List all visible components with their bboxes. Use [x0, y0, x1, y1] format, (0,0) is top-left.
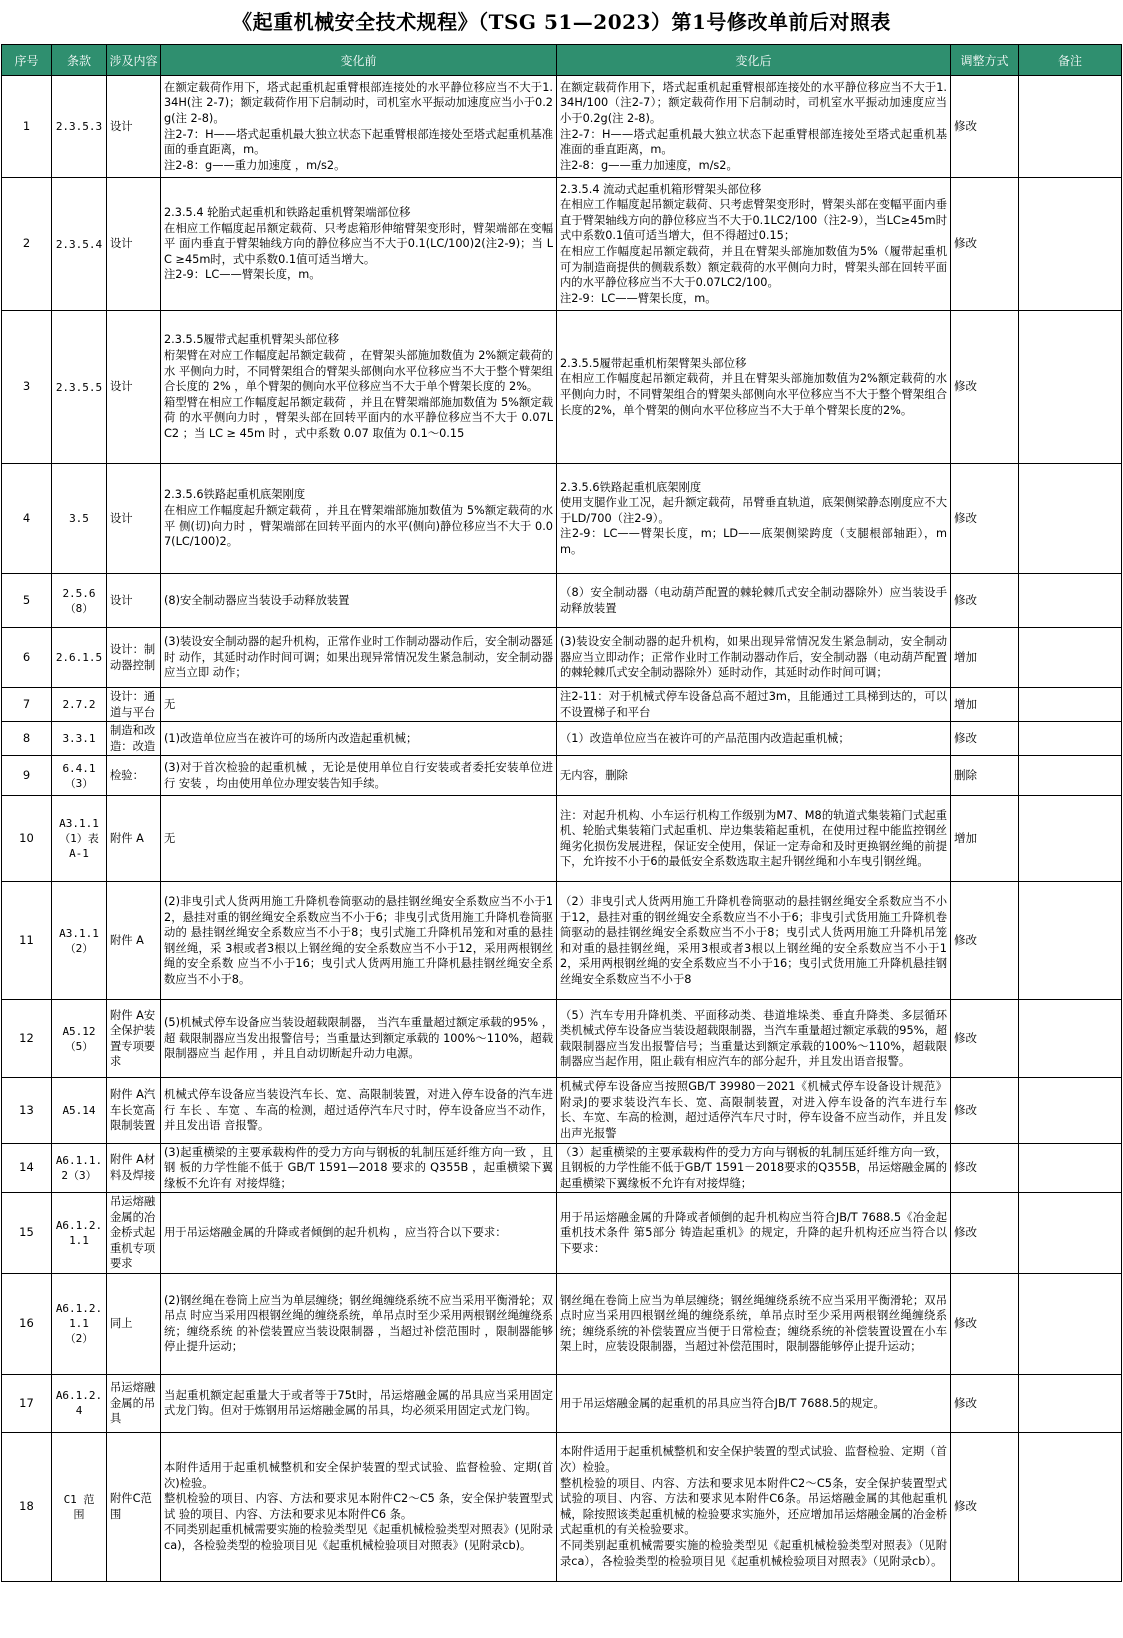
table-row — [2, 1273, 1122, 1374]
row-after: (3)装设安全制动器的起升机构，如果出现异常情况发生紧急制动，安全制动器应当立即动作；正常作业时工作制动器动作后，安全制动器（电动葫芦配置的棘轮棘爪式安全制动器除外）延时动作，其延时动作时间可调； — [557, 628, 951, 688]
row-number: 4 — [2, 464, 52, 574]
table-row — [2, 756, 1122, 796]
row-adjustment: 修改 — [951, 722, 1019, 756]
row-clause: A5.12 （5） — [52, 1000, 107, 1078]
row-number: 18 — [2, 1432, 52, 1581]
row-number: 15 — [2, 1193, 52, 1274]
row-topic: 同上 — [107, 1273, 161, 1374]
row-note — [1019, 76, 1122, 178]
table-row — [2, 722, 1122, 756]
row-after: 在额定载荷作用下，塔式起重机起重臂根部连接处的水平静位移应当不大于1.34H/100（注2-7）；额定载荷作用下启制动时，司机室水平振动加速度应当小于0.2g(注 2-8)。 注2-7：H——塔式起重机最大独立状态下起重臂根部连接处至塔式起重机基准面的垂直距离，m。 注2-8：g——重力加速度，m/s2。 — [557, 76, 951, 178]
row-before: 2.3.5.5履带式起重机臂架头部位移 桁架臂在对应工作幅度起吊额定载荷 ，在臂架头部施加数值为 2%额定载荷的水 平侧向力时，不同臂架组合的臂架头部侧向水平位移应当不大于整个臂架组合长度的 2% ，单个臂架的侧向水平位移应当不大于单个臂架长度的 2%。 箱型臂在相应工作幅度起吊额定载荷 ，并且在臂架端部施加数值为 5%额定载荷 的水平侧向力时 ，臂架头部在回转平面内的水平静位移应当不大于 0.07LC2 ；当 LC ≥ 45m 时 ，式中系数 0.07 取值为 0.1～0.15 — [161, 311, 557, 464]
row-before: 在额定载荷作用下，塔式起重机起重臂根部连接处的水平静位移应当不大于1.34H(注 2-7)；额定载荷作用下启制动时，司机室水平振动加速度应当小于0.2g(注 2-8)。 注2-7：H——塔式起重机最大独立状态下起重臂根部连接处至塔式起重机基准面的垂直距离，m。 注2-8：g——重力加速度 ，m/s2。 — [161, 76, 557, 178]
row-adjustment: 修改 — [951, 1143, 1019, 1193]
row-before: (3)装设安全制动器的起升机构，正常作业时工作制动器动作后，安全制动器延时 动作，其延时动作时间可调；如果出现异常情况发生紧急制动，安全制动器应当立即 动作； — [161, 628, 557, 688]
row-number: 17 — [2, 1374, 52, 1432]
row-topic: 附件 A汽车长宽高限制装置 — [107, 1078, 161, 1143]
row-before: (5)机械式停车设备应当装设超载限制器， 当汽车重量超过额定承载的95% ，超 载限制器应当发出报警信号；当重量达到额定承载的 100%～110%，超载限制器应当 起作用 ，并且自动切断起升动力电源。 — [161, 1000, 557, 1078]
row-note — [1019, 1193, 1122, 1274]
row-adjustment: 修改 — [951, 178, 1019, 311]
row-after: （5）汽车专用升降机类、平面移动类、巷道堆垛类、垂直升降类、多层循环类机械式停车设备应当装设超载限制器，当汽车重量超过额定承载的95%，超载限制器应当发出报警信号；当重量达到额定承载的100%～110%，超载限制器应当起作用，阻止载有相应汽车的部分起升，并且发出语音报警。 — [557, 1000, 951, 1078]
row-number: 11 — [2, 882, 52, 1000]
row-topic: 附件 A — [107, 882, 161, 1000]
row-note — [1019, 628, 1122, 688]
row-after: 机械式停车设备应当按照GB/T 39980－2021《机械式停车设备设计规范》附录J的要求装设汽车长、宽、高限制装置，对进入停车设备的汽车进行车长、车宽、车高的检测，超过适停汽车尺寸时，停车设备不应当动作，并且发出声光报警 — [557, 1078, 951, 1143]
row-clause: 6.4.1 （3） — [52, 756, 107, 796]
row-note — [1019, 1273, 1122, 1374]
row-topic: 设计 — [107, 76, 161, 178]
row-note — [1019, 1374, 1122, 1432]
header-adjustment: 调整方式 — [951, 45, 1019, 76]
row-before: 无 — [161, 688, 557, 722]
row-before: 2.3.5.4 轮胎式起重机和铁路起重机臂架端部位移 在相应工作幅度起吊额定载荷、只考虑箱形伸缩臂架变形时，臂架端部在变幅平 面内垂直于臂架轴线方向的静位移应当不大于0.1(LC/100)2(注2-9)；当 LC ≥45m时，式中系数0.1值可适当增大。 注2-9：LC——臂架长度，m。 — [161, 178, 557, 311]
row-clause: A6.1.2. 1.1 （2） — [52, 1273, 107, 1374]
row-adjustment: 修改 — [951, 464, 1019, 574]
row-adjustment: 修改 — [951, 1193, 1019, 1274]
row-adjustment: 修改 — [951, 76, 1019, 178]
row-clause: 2.6.1.5 — [52, 628, 107, 688]
table-row — [2, 882, 1122, 1000]
row-after: 注：对起升机构、小车运行机构工作级别为M7、M8的轨道式集装箱门式起重机、轮胎式集装箱门式起重机、岸边集装箱起重机，在使用过程中能监控钢丝绳劣化损伤发展进程，保证安全使用，保证一定寿命和及时更换钢丝绳的前提下，允许按不小于6的最低安全系数选取主起升钢丝绳和小车曳引钢丝绳。 — [557, 796, 951, 882]
row-note — [1019, 796, 1122, 882]
row-note — [1019, 464, 1122, 574]
row-clause: C1 范 围 — [52, 1432, 107, 1581]
row-note — [1019, 1432, 1122, 1581]
row-note — [1019, 882, 1122, 1000]
header-topic: 涉及内容 — [107, 45, 161, 76]
row-number: 1 — [2, 76, 52, 178]
row-number: 8 — [2, 722, 52, 756]
table-row — [2, 76, 1122, 178]
comparison-table — [1, 44, 1122, 1582]
row-topic: 附件 A安全保护装置专项要求 — [107, 1000, 161, 1078]
row-clause: 3.5 — [52, 464, 107, 574]
row-clause: A5.14 — [52, 1078, 107, 1143]
row-before: 机械式停车设备应当装设汽车长、宽、高限制装置，对进入停车设备的汽车进行 车长 、车宽 、车高的检测，超过适停汽车尺寸时，停车设备应当不动作，并且发出语 音报警。 — [161, 1078, 557, 1143]
table-row — [2, 464, 1122, 574]
row-before: (3)对于首次检验的起重机械 ，无论是使用单位自行安装或者委托安装单位进行 安装 ，均由使用单位办理安装告知手续。 — [161, 756, 557, 796]
row-after: 2.3.5.4 流动式起重机箱形臂架头部位移 在相应工作幅度起吊额定载荷、只考虑臂架变形时，臂架头部在变幅平面内垂直于臂架轴线方向的静位移应当不大于0.1LC2/100（注2-9），当LC≥45m时式中系数0.1值可适当增大，但不得超过0.15； 在相应工作幅度起吊额定载荷，并且在臂架头部施加数值为5%（履带起重机可为制造商提供的侧载系数）额定载荷的水平侧向力时，臂架头部在回转平面内的水平静位移应当不大于0.07LC2/100。 注2-9：LC——臂架长度，m。 — [557, 178, 951, 311]
row-topic: 制造和改造：改造 — [107, 722, 161, 756]
row-after: （2）非曳引式人货两用施工升降机卷筒驱动的悬挂钢丝绳安全系数应当不小于12，悬挂对重的钢丝绳安全系数应当不小于6；非曳引式货用施工升降机卷筒驱动的悬挂钢丝绳安全系数应当不小于8；曳引式人货两用施工升降机吊笼和对重的悬挂钢丝绳，采用3根或者3根以上钢丝绳的安全系数应当不小于12，采用两根钢丝绳的安全系数应当不小于16；曳引式货用施工升降机悬挂钢丝绳安全系数应当不小于8 — [557, 882, 951, 1000]
document-title: 《起重机械安全技术规程》（TSG 51—2023）第1号修改单前后对照表 — [232, 10, 891, 34]
row-number: 13 — [2, 1078, 52, 1143]
row-topic: 设计：通道与平台 — [107, 688, 161, 722]
row-number: 10 — [2, 796, 52, 882]
header-clause: 条款 — [52, 45, 107, 76]
row-adjustment: 修改 — [951, 574, 1019, 628]
row-adjustment: 修改 — [951, 1374, 1019, 1432]
row-adjustment: 增加 — [951, 628, 1019, 688]
row-before: (2)钢丝绳在卷筒上应当为单层缠绕；钢丝绳缠绕系统不应当采用平衡滑轮；双吊点 时应当采用四根钢丝绳的缠绕系统，单吊点时至少采用两根钢丝绳缠绕系统；缠绕系统 的补偿装置应当装设限制器 ，当超过补偿范围时 ，限制器能够停止提升运动； — [161, 1273, 557, 1374]
row-before: (1)改造单位应当在被许可的场所内改造起重机械； — [161, 722, 557, 756]
row-after: 用于吊运熔融金属的升降或者倾倒的起升机构应当符合JB/T 7688.5《冶金起重机技术条件 第5部分 铸造起重机》的规定，升降的起升机构还应当符合以下要求： — [557, 1193, 951, 1274]
table-row — [2, 796, 1122, 882]
row-topic: 附件 A材料及焊接 — [107, 1143, 161, 1193]
row-adjustment: 修改 — [951, 1273, 1019, 1374]
table-row — [2, 1193, 1122, 1274]
row-after: 注2-11：对于机械式停车设备总高不超过3m，且能通过工具梯到达的，可以不设置梯子和平台 — [557, 688, 951, 722]
row-before: 2.3.5.6铁路起重机底架刚度 在相应工作幅度起升额定载荷 ，并且在臂架端部施加数值为 5%额定载荷的水平 侧(切)向力时 ，臂架端部在回转平面内的水平(侧向)静位移应当不大于 0.07(LC/100)2。 — [161, 464, 557, 574]
row-topic: 吊运熔融金属的吊具 — [107, 1374, 161, 1432]
row-note — [1019, 311, 1122, 464]
row-before: (2)非曳引式人货两用施工升降机卷筒驱动的悬挂钢丝绳安全系数应当不小于12，悬挂对重的钢丝绳安全系数应当不小于6；非曳引式货用施工升降机卷筒驱动的 悬挂钢丝绳安全系数应当不小于8；曳引式施工升降机吊笼和对重的悬挂钢丝绳，采 3根或者3根以上钢丝绳的安全系数应当不小于12，采用两根钢丝绳的安全系数 应当不小于16；曳引式人货两用施工升降机悬挂钢丝绳安全系数应当不小于8。 — [161, 882, 557, 1000]
header-no: 序号 — [2, 45, 52, 76]
row-number: 7 — [2, 688, 52, 722]
row-after: （1）改造单位应当在被许可的产品范围内改造起重机械； — [557, 722, 951, 756]
row-number: 5 — [2, 574, 52, 628]
row-clause: 2.3.5.3 — [52, 76, 107, 178]
row-note — [1019, 1143, 1122, 1193]
row-topic: 设计 — [107, 178, 161, 311]
row-before: 无 — [161, 796, 557, 882]
table-row — [2, 628, 1122, 688]
row-topic: 设计 — [107, 311, 161, 464]
row-note — [1019, 722, 1122, 756]
table-row — [2, 178, 1122, 311]
row-adjustment: 修改 — [951, 311, 1019, 464]
row-before: (3)起重横梁的主要承载构件的受力方向与钢板的轧制压延纤维方向一致 ，且钢 板的力学性能不低于 GB/T 1591—2018 要求的 Q355B ，起重横梁下翼缘板不允许有 对接焊缝； — [161, 1143, 557, 1193]
table-row — [2, 311, 1122, 464]
header-note: 备注 — [1019, 45, 1122, 76]
row-before: 本附件适用于起重机械整机和安全保护装置的型式试验、监督检验、定期(首次)检验。 整机检验的项目、内容、方法和要求见本附件C2～C5 条，安全保护装置型式试 验的项目、内容、方法和要求见本附件C6 条。 不同类别起重机械需要实施的检验类型见《起重机械检验类型对照表》(见附录ca)，各检验类型的检验项目见《起重机械检验项目对照表》(见附录cb)。 — [161, 1432, 557, 1581]
row-adjustment: 修改 — [951, 1432, 1019, 1581]
row-topic: 设计 — [107, 574, 161, 628]
row-number: 2 — [2, 178, 52, 311]
row-topic: 设计：制动器控制 — [107, 628, 161, 688]
row-adjustment: 删除 — [951, 756, 1019, 796]
row-adjustment: 修改 — [951, 1078, 1019, 1143]
row-number: 16 — [2, 1273, 52, 1374]
row-adjustment: 修改 — [951, 882, 1019, 1000]
row-topic: 设计 — [107, 464, 161, 574]
row-clause: A6.1.2. 4 — [52, 1374, 107, 1432]
row-number: 12 — [2, 1000, 52, 1078]
row-note — [1019, 688, 1122, 722]
row-after: （8）安全制动器（电动葫芦配置的棘轮棘爪式安全制动器除外）应当装设手动释放装置 — [557, 574, 951, 628]
table-row — [2, 1078, 1122, 1143]
row-after: 钢丝绳在卷筒上应当为单层缠绕；钢丝绳缠绕系统不应当采用平衡滑轮；双吊点时应当采用四根钢丝绳的缠绕系统，单吊点时至少采用两根钢丝绳缠绕系统；缠绕系统的补偿装置应当便于日常检查；缠绕系统的补偿装置设置在小车架上时，应装设限制器，当超过补偿范围时，限制器能够停止提升运动； — [557, 1273, 951, 1374]
row-after: （3）起重横梁的主要承载构件的受力方向与钢板的轧制压延纤维方向一致，且钢板的力学性能不低于GB/T 1591－2018要求的Q355B，吊运熔融金属的起重横梁下翼缘板不允许有对接焊缝； — [557, 1143, 951, 1193]
row-after: 无内容，删除 — [557, 756, 951, 796]
row-topic: 附件 A — [107, 796, 161, 882]
row-number: 3 — [2, 311, 52, 464]
row-after: 2.3.5.5履带起重机桁架臂架头部位移 在相应工作幅度起吊额定载荷，并且在臂架头部施加数值为2%额定载荷的水平侧向力时，不同臂架组合的臂架头部侧向水平位移应当不大于整个臂架组合长度的2%，单个臂架的侧向水平位移应当不大于单个臂架长度的2%。 — [557, 311, 951, 464]
table-row — [2, 1432, 1122, 1581]
table-row — [2, 574, 1122, 628]
row-clause: A3.1.1 （1）表 A-1 — [52, 796, 107, 882]
row-topic: 检验： — [107, 756, 161, 796]
header-before: 变化前 — [161, 45, 557, 76]
table-row — [2, 1000, 1122, 1078]
row-topic: 附件C范围 — [107, 1432, 161, 1581]
row-clause: 2.7.2 — [52, 688, 107, 722]
row-note — [1019, 1000, 1122, 1078]
row-clause: 2.5.6 （8） — [52, 574, 107, 628]
row-note — [1019, 1078, 1122, 1143]
row-note — [1019, 756, 1122, 796]
row-topic: 吊运熔融金属的冶金桥式起重机专项要求 — [107, 1193, 161, 1274]
row-before: 用于吊运熔融金属的升降或者倾倒的起升机构 ，应当符合以下要求： — [161, 1193, 557, 1274]
row-after: 用于吊运熔融金属的起重机的吊具应当符合JB/T 7688.5的规定。 — [557, 1374, 951, 1432]
row-before: (8)安全制动器应当装设手动释放装置 — [161, 574, 557, 628]
row-adjustment: 修改 — [951, 1000, 1019, 1078]
table-row — [2, 1143, 1122, 1193]
row-number: 9 — [2, 756, 52, 796]
row-clause: A6.1.2. 1.1 — [52, 1193, 107, 1274]
row-number: 6 — [2, 628, 52, 688]
row-adjustment: 增加 — [951, 796, 1019, 882]
row-note — [1019, 178, 1122, 311]
row-clause: 2.3.5.5 — [52, 311, 107, 464]
header-after: 变化后 — [557, 45, 951, 76]
table-body — [2, 76, 1122, 1582]
row-adjustment: 增加 — [951, 688, 1019, 722]
row-after: 本附件适用于起重机械整机和安全保护装置的型式试验、监督检验、定期（首次）检验。 整机检验的项目、内容、方法和要求见本附件C2～C5条，安全保护装置型式试验的项目、内容、方法和要求见本附件C6条。吊运熔融金属的其他起重机械，除按照该类起重机械的检验要求实施外，还应增加吊运熔融金属的冶金桥式起重机的有关检验要求。 不同类别起重机械需要实施的检验类型见《起重机械检验类型对照表》（见附录ca），各检验类型的检验项目见《起重机械检验项目对照表》（见附录cb）。 — [557, 1432, 951, 1581]
table-row — [2, 688, 1122, 722]
header-row — [2, 45, 1122, 76]
row-number: 14 — [2, 1143, 52, 1193]
row-before: 当起重机额定起重量大于或者等于75t时，吊运熔融金属的吊具应当采用固定式龙门钩。但对于炼钢用吊运熔融金属的吊具，均必须采用固定式龙门钩。 — [161, 1374, 557, 1432]
row-clause: A3.1.1 （2） — [52, 882, 107, 1000]
row-clause: A6.1.1. 2（3） — [52, 1143, 107, 1193]
row-clause: 2.3.5.4 — [52, 178, 107, 311]
row-clause: 3.3.1 — [52, 722, 107, 756]
row-after: 2.3.5.6铁路起重机底架刚度 使用支腿作业工况，起升额定载荷，吊臂垂直轨道，底架侧梁静态刚度应不大于LD/700（注2-9）。 注2-9：LC——臂架长度，m；LD——底架侧梁跨度（支腿根部轴距），mm。 — [557, 464, 951, 574]
row-note — [1019, 574, 1122, 628]
table-row — [2, 1374, 1122, 1432]
